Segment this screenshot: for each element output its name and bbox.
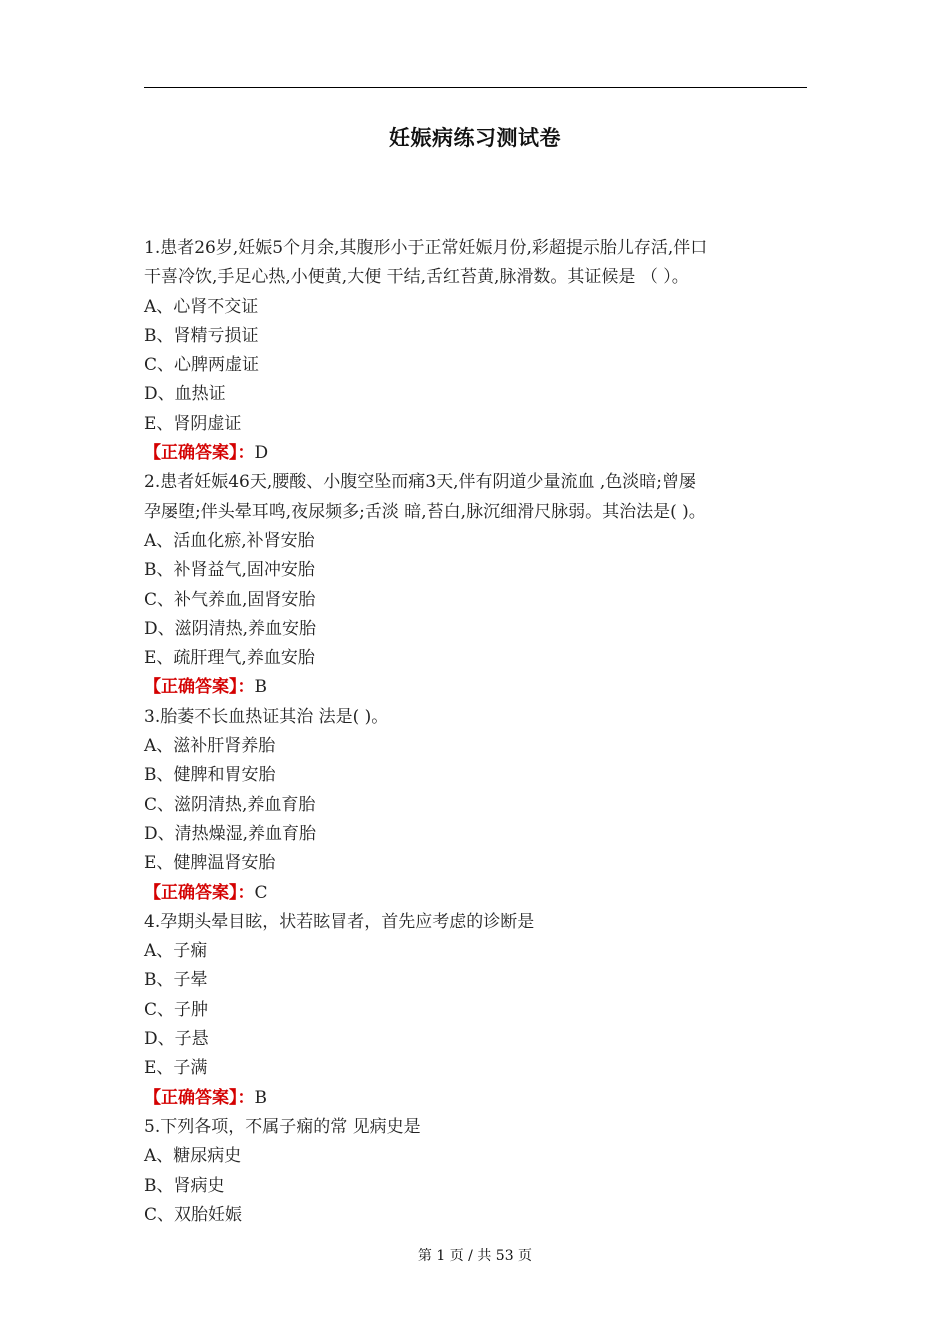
- option-e: E、肾阴虚证: [144, 413, 242, 434]
- question-3: [144, 703, 807, 908]
- question-stem-line: 2.患者妊娠46天,腰酸、小腹空坠而痛3天,伴有阴道少量流血 ,色淡暗;曾屡: [144, 472, 697, 493]
- option-c: C、补气养血,固肾安胎: [144, 589, 316, 610]
- option-a: A、心肾不交证: [144, 296, 259, 317]
- answer-value: C: [254, 882, 268, 903]
- answer-row: [144, 673, 807, 702]
- document-title: 妊娠病练习测试卷: [389, 126, 561, 150]
- option-c: C、子肿: [144, 999, 209, 1020]
- question-list: [144, 234, 807, 1230]
- question-2: [144, 468, 807, 702]
- question-stem-line: 干喜冷饮,手足心热,小便黄,大便 干结,舌红苔黄,脉滑数。其证候是 （ ）。: [144, 267, 689, 288]
- option-e: E、疏肝理气,养血安胎: [144, 648, 315, 669]
- question-stem-line: 1.患者26岁,妊娠5个月余,其腹形小于正常妊娠月份,彩超提示胎儿存活,伴口: [144, 238, 708, 258]
- question-stem-line: 5.下列各项，不属子痫的常 见病史是: [144, 1116, 421, 1137]
- answer-row: [144, 1084, 807, 1113]
- option-a: A、活血化瘀,补肾安胎: [144, 530, 315, 551]
- option-d: D、滋阴清热,养血安胎: [144, 618, 317, 639]
- question-stem-line: 4.孕期头晕目眩，状若眩冒者，首先应考虑的诊断是: [144, 911, 535, 932]
- option-b: B、补肾益气,固冲安胎: [144, 560, 315, 581]
- answer-row: [144, 439, 807, 468]
- question-stem-line: 3.胎萎不长血热证其治 法是( )。: [144, 706, 389, 727]
- question-stem-line: 孕屡堕;伴头晕耳鸣,夜尿频多;舌淡 暗,苔白,脉沉细滑尺脉弱。其治法是( )。: [144, 501, 706, 522]
- answer-label: 【正确答案】：: [144, 443, 255, 464]
- answer-label: 【正确答案】：: [144, 882, 255, 903]
- option-d: D、清热燥湿,养血育胎: [144, 823, 317, 844]
- option-e: E、子满: [144, 1058, 208, 1079]
- answer-row: [144, 879, 807, 908]
- option-e: E、健脾温肾安胎: [144, 853, 276, 874]
- option-a: A、子痫: [144, 941, 208, 962]
- option-b: B、肾精亏损证: [144, 325, 259, 346]
- option-b: B、健脾和胃安胎: [144, 765, 276, 786]
- question-1: [144, 234, 807, 468]
- answer-label: 【正确答案】：: [144, 677, 255, 698]
- page-number: 第 1 页 / 共 53 页: [417, 1248, 533, 1264]
- answer-label: 【正确答案】：: [144, 1087, 255, 1108]
- option-c: C、双胎妊娠: [144, 1204, 243, 1225]
- option-a: A、糖尿病史: [144, 1146, 242, 1167]
- question-4: [144, 908, 807, 1113]
- option-b: B、肾病史: [144, 1175, 225, 1196]
- header-rule: [144, 87, 807, 88]
- answer-value: B: [254, 1087, 267, 1108]
- option-b: B、子晕: [144, 970, 208, 991]
- option-a: A、滋补肝肾养胎: [144, 736, 276, 757]
- question-5: [144, 1113, 807, 1230]
- option-d: D、子悬: [144, 1029, 209, 1050]
- option-d: D、血热证: [144, 384, 226, 405]
- answer-value: B: [254, 677, 267, 698]
- option-c: C、滋阴清热,养血育胎: [144, 794, 316, 815]
- option-c: C、心脾两虚证: [144, 355, 260, 376]
- answer-value: D: [254, 443, 269, 464]
